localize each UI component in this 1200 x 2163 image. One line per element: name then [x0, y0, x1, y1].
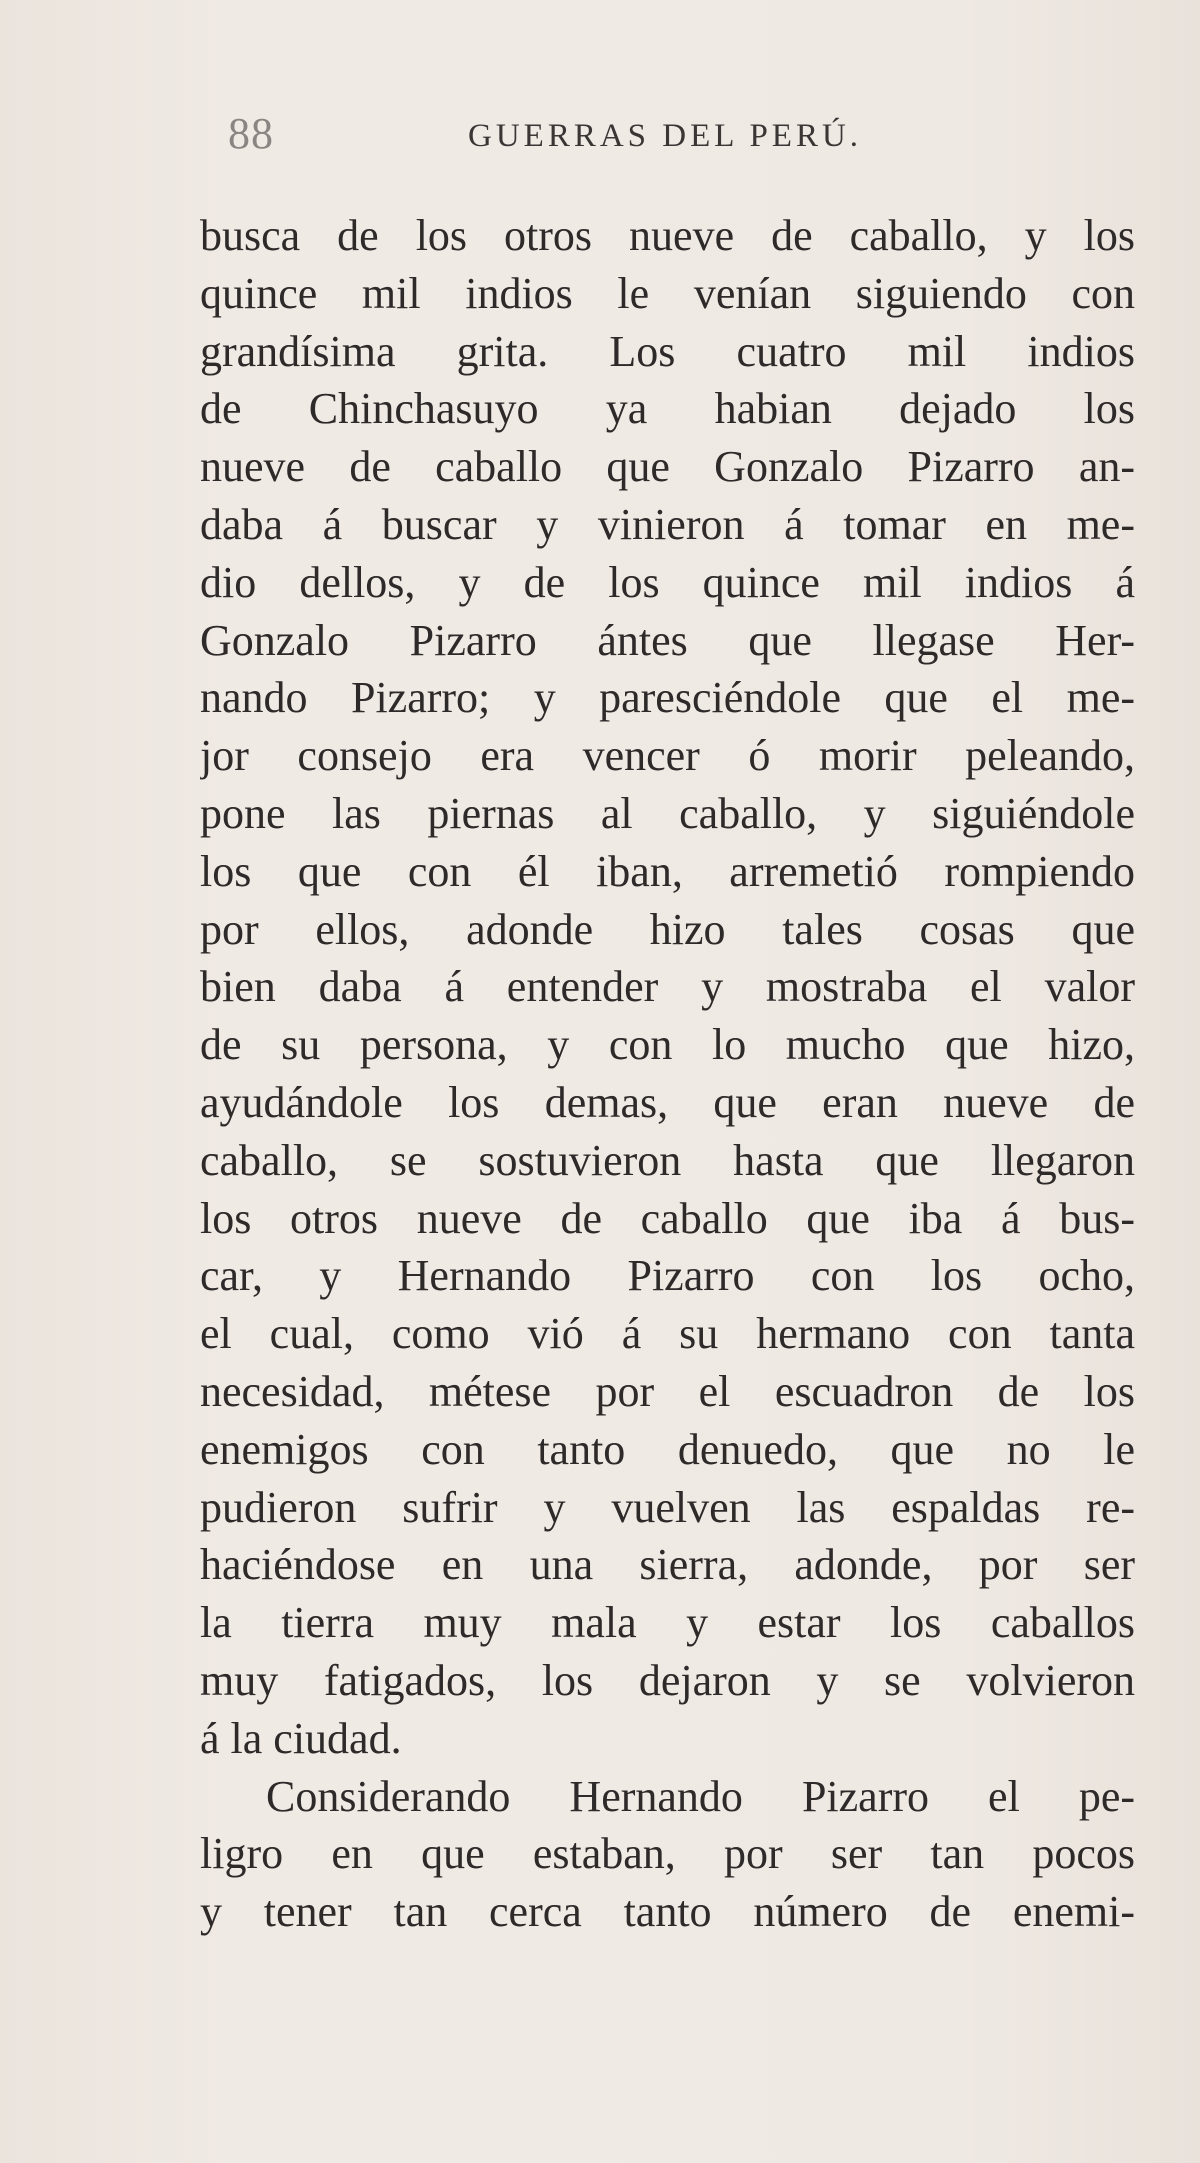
text-line: haciéndose en una sierra, adonde, por ser	[200, 1540, 1135, 1590]
text-line: grandísima grita. Los cuatro mil indios	[200, 326, 1135, 376]
page-header	[228, 108, 908, 168]
text-line: pudieron sufrir y vuelven las espaldas re-	[200, 1482, 1135, 1532]
text-line: los otros nueve de caballo que iba á bus-	[200, 1193, 1135, 1243]
text-line: nando Pizarro; y paresciéndole que el me-	[200, 673, 1135, 723]
text-line: de su persona, y con lo mucho que hizo,	[200, 1020, 1135, 1070]
text-line: enemigos con tanto denuedo, que no le	[200, 1424, 1135, 1474]
text-line: daba á buscar y vinieron á tomar en me-	[200, 499, 1135, 549]
text-line: nueve de caballo que Gonzalo Pizarro an-	[200, 442, 1135, 492]
paragraph-end-line: á la ciudad.	[200, 1713, 402, 1763]
text-line: de Chinchasuyo ya habian dejado los	[200, 384, 1135, 434]
text-line: caballo, se sostuvieron hasta que llegaron	[200, 1135, 1135, 1185]
text-line: la tierra muy mala y estar los caballos	[200, 1598, 1135, 1648]
running-head: GUERRAS DEL PERÚ.	[468, 118, 863, 154]
text-line: quince mil indios le venían siguiendo con	[200, 268, 1135, 318]
text-line: dio dellos, y de los quince mil indios á	[200, 557, 1135, 607]
text-line: car, y Hernando Pizarro con los ocho,	[200, 1251, 1135, 1301]
text-line: bien daba á entender y mostraba el valor	[200, 962, 1135, 1012]
text-line: jor consejo era vencer ó morir peleando,	[200, 731, 1135, 781]
body-text	[200, 207, 1135, 1941]
text-line: muy fatigados, los dejaron y se volvieron	[200, 1655, 1135, 1705]
text-line: los que con él iban, arremetió rompiendo	[200, 846, 1135, 896]
paragraph-start-line: Considerando Hernando Pizarro el pe-	[266, 1771, 1135, 1821]
text-line: necesidad, métese por el escuadron de los	[200, 1366, 1135, 1416]
text-line: Gonzalo Pizarro ántes que llegase Her-	[200, 615, 1135, 665]
page-number: 88	[228, 109, 274, 158]
text-line: busca de los otros nueve de caballo, y los	[200, 211, 1135, 260]
text-line: por ellos, adonde hizo tales cosas que	[200, 904, 1135, 954]
text-line: ligro en que estaban, por ser tan pocos	[200, 1829, 1135, 1879]
text-line: ayudándole los demas, que eran nueve de	[200, 1077, 1135, 1127]
text-line: pone las piernas al caballo, y siguiéndole	[200, 788, 1135, 838]
text-line: el cual, como vió á su hermano con tanta	[200, 1309, 1135, 1359]
text-line: y tener tan cerca tanto número de enemi-	[200, 1887, 1135, 1937]
